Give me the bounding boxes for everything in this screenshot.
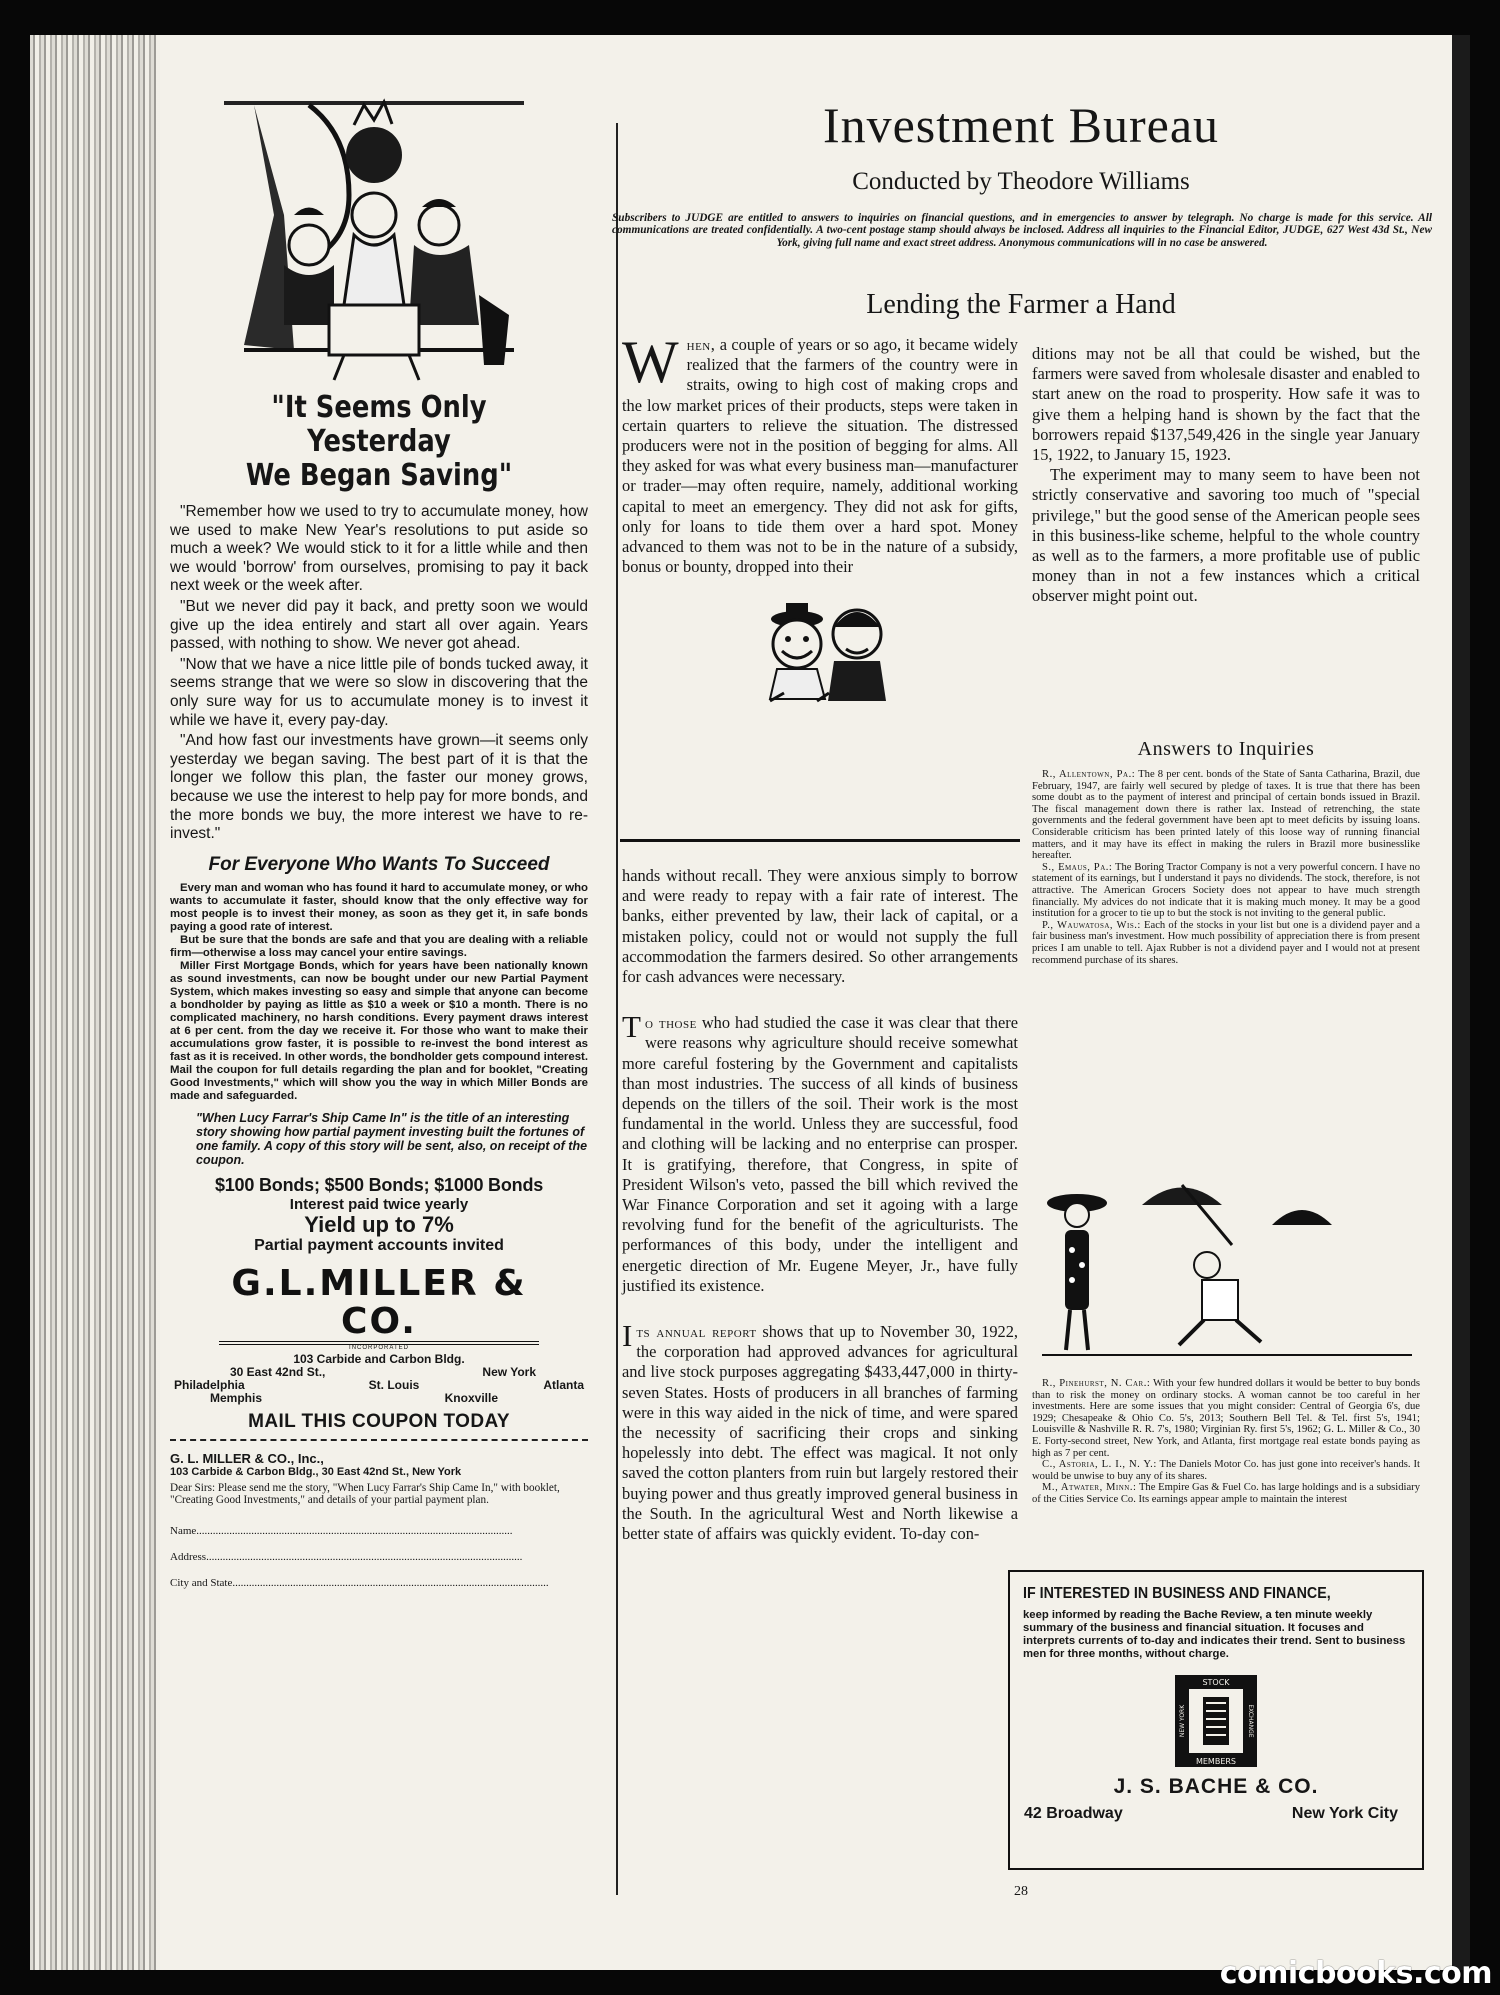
ad-paragraph: "But we never did pay it back, and pretty soon we would give up the idea entirely and start all over again. Years passed, with nothing to show. We never got ahead. [170, 597, 588, 653]
coupon-address: 103 Carbide & Carbon Bldg., 30 East 42nd St., New York [170, 1465, 462, 1478]
branch-city: Knoxville [444, 1390, 498, 1405]
ad-small-paragraph: Every man and woman who has found it hard to accumulate money, or who wants to accumulate it faster, should know that the only effective way for most people is to invest their money, as soon as they get it, in safe bonds paying a good rate of interest. [170, 881, 588, 933]
yield-rate: Yield up to 7% [304, 1211, 454, 1237]
saving-illustration [214, 95, 544, 385]
bache-text: keep informed by reading the Bache Review, a ten minute weekly summary of the business and financial situation. It focuses and interprets currents of to-day and indicates their trend. Sent to business men for three months, without charge. [1023, 1609, 1406, 1660]
section-rule [620, 839, 1020, 842]
answers-heading: Answers to Inquiries [1137, 738, 1315, 760]
ad-headline-line-2: We Began Saving" [245, 458, 513, 493]
answer-correspondent: R., Pinehurst, N. Car.: [1042, 1378, 1151, 1389]
logo-incorporated: INCORPORATED [349, 1344, 409, 1351]
article-paragraph-1-continued: hands without recall. They were anxious simply to borrow and were ready to repay with a fair rate of interest. The banks, either prevented by law, their lack of capital, or a mistaken policy, could not or would not supply the full accommodation the farmers desired. So other arrangements for cash advances were necessary. [622, 866, 1018, 987]
answer-item [1032, 1482, 1420, 1505]
drop-cap: T [622, 1009, 641, 1045]
answers-bottom [1032, 1378, 1420, 1506]
city-label: City and State [170, 1576, 233, 1589]
ad-headline-line-1: "It Seems Only Yesterday [271, 390, 487, 459]
dotted-line: ................................................................................................................... [232, 1576, 549, 1589]
bond-denominations: $100 Bonds; $500 Bonds; $1000 Bonds [214, 1174, 544, 1195]
bache-address: 42 Broadway [1024, 1805, 1123, 1822]
coupon-city-field[interactable] [170, 1577, 588, 1589]
seal-left-text: NEW YORK [1179, 1704, 1186, 1738]
answer-text: The Empire Gas & Fuel Co. has large holdings and is a subsidiary of the Cities Service Co. Its earnings appear ample to maintain the interest [1032, 1482, 1420, 1505]
lead-in: hen, [686, 335, 716, 354]
address-line: 103 Carbide and Carbon Bldg. [293, 1351, 465, 1366]
name-label: Name [170, 1524, 197, 1537]
coupon-company: G. L. MILLER & CO., Inc., [170, 1450, 324, 1466]
answer-text: With your few hundred dollars it would be better to buy bonds than to risk the money on ordinary stocks. A woman cannot be too careful in her investments. Here are some issues that you might consider: Central of Georgia 6's, due 1929; Chesapeake & Ohio Co. 5's, 2013; Southern Bell Tel. & Tel. first 5's, 1941; Louisville & Nashville R. R. 7's, 1980; Virginian Ry. first 5's, 1962; G. L. Miller & Co., 30 E. Forty-second street, New York, and Atlanta, first mortgage real estate bonds paying as high as 7 per cent. [1032, 1378, 1421, 1459]
answer-item [1032, 862, 1420, 920]
page-edges [30, 35, 160, 1970]
address-label: Address [170, 1550, 207, 1563]
page-number: 28 [1014, 1884, 1028, 1899]
ad-small-paragraph: Miller First Mortgage Bonds, which for years have been nationally known as sound investments, can now be bought under our new Partial Payment System, which makes investing so easy and simple that anyone can become a bondholder by paying as little as $10 a week or $10 a month. There is no complicated machinery, no harsh conditions. Every payment draws interest at 6 per cent. from the day we receive it. For those who want to make their accumulations grow faster, it is possible to re-invest the bond interest as fast as it is received. In other words, the bondholder gets compound interest. Mail the coupon for full details regarding the plan and for booklet, "Creating Good Investments," which will show you the way in which Miller Bonds are made and safeguarded. [170, 959, 588, 1102]
mail-coupon-heading: MAIL THIS COUPON TODAY [248, 1410, 510, 1432]
watermark: comicbooks.com [1219, 1956, 1492, 1991]
byline: Conducted by Theodore Williams [852, 168, 1190, 195]
answer-item [1032, 1459, 1420, 1482]
dotted-line: ................................................................................................................... [196, 1524, 513, 1537]
article-paragraph-3 [622, 1318, 1018, 1544]
address-street: 30 East 42nd St., [230, 1364, 326, 1379]
bache-company-name: J. S. BACHE & CO. [1113, 1775, 1319, 1798]
ad-headline [199, 391, 558, 493]
miller-advertisement [170, 95, 588, 1603]
paragraph-text: shows that up to November 30, 1922, the corporation had approved advances for agricultural and live stock purposes aggregating $433,447,000 in thirty-seven States. Hosts of producers in all branches of farming were in this way aided in the nick of time, and were spared the necessity of sacrificing their crops and sinking hopelessly into debt. The effect was magical. It not only saved the cotton planters from ruin but largely restored their buying power and thus greatly improved general business in the South. In the agricultural West and North likewise a better state of affairs was quickly evident. To-day con- [622, 1322, 1018, 1544]
lead-in: o those [644, 1013, 697, 1033]
seal-bottom-text: MEMBERS [1195, 1757, 1237, 1766]
lead-in: ts annual report [636, 1322, 757, 1342]
drop-cap: I [622, 1318, 633, 1354]
cartoon-illustration [622, 589, 1018, 704]
bache-city: New York City [1291, 1805, 1398, 1822]
address-city: New York [482, 1364, 536, 1379]
ad-small-paragraph: But be sure that the bonds are safe and that you are dealing with a reliable firm—otherwise a loss may cancel your entire savings. [170, 933, 588, 959]
ad-paragraph: "Now that we have a nice little pile of bonds tucked away, it seems strange that we were so slow in discovering that the only sure way for us to accumulate money is to invest it while we have it, every pay-day. [170, 655, 588, 729]
ad-subhead: For Everyone Who Wants To Succeed [208, 853, 550, 875]
answer-correspondent: S., Emaus, Pa.: [1042, 861, 1113, 873]
coupon-address-field[interactable] [170, 1551, 588, 1563]
column-divider [616, 123, 618, 1895]
binding-edge [1452, 35, 1470, 1970]
logo-text: G.L.MILLER & CO. [219, 1265, 539, 1345]
interest-note: Interest paid twice yearly [289, 1195, 469, 1213]
bache-advertisement [1008, 1570, 1424, 1870]
article-paragraph-1 [622, 329, 1018, 577]
partial-payment-note: Partial payment accounts invited [254, 1236, 504, 1254]
bache-heading: IF INTERESTED IN BUSINESS AND FINANCE, [1023, 1585, 1331, 1602]
article-paragraph-5: The experiment may to many seem to have been not strictly conservative and savoring too much of "special privilege," but the good sense of the American people sees in this business-like scheme, helpful to the whole country as well as to the farmers, a more profitable use of public money than in not a few instances which a critical observer might point out. [1032, 465, 1420, 606]
answer-text: The Daniels Motor Co. has just gone into receiver's hands. It would be unwise to buy any of its shares. [1032, 1459, 1420, 1482]
answer-correspondent: M., Atwater, Minn.: [1042, 1482, 1137, 1494]
coupon[interactable] [170, 1439, 588, 1589]
seal-top-text: STOCK [1202, 1678, 1230, 1687]
drop-cap: W [622, 329, 679, 395]
paragraph-text: a couple of years or so ago, it became widely realized that the farmers of the country were in straits, owing to high cost of making crops and the low market prices of their products, steps were taken in certain quarters to relieve the situation. The distressed producers were not in the position of begging for alms. All they asked for was what every business man—manufacturer or trader—may often require, namely, additional working capital to meet an emergency. They did not ask for gifts, only for loans to tide them over a hard spot. Money advanced to them was not to be in the nature of a subsidy, bonus or bounty, dropped into their [622, 335, 1018, 577]
branch-city: Atlanta [543, 1377, 584, 1392]
paragraph-text: who had studied the case it was clear that there were reasons why agriculture should receive somewhat more careful fostering by the Government and capitalists than most industries. The success of all kinds of business depends on the tillers of the soil. Their work is the most fundamental in the world. Unless they are successful, food and clothing will be lacking and no enterprise can prosper. It is gratifying, therefore, that Congress, in spite of President Wilson's veto, passed the bill which revived the War Finance Corporation and set it agoing with a large revolving fund for the benefit of the agriculturists. The performances of this body, under the intelligent and energetic direction of Mr. Eugene Meyer, Jr., have fully justified its existence. [622, 1013, 1018, 1295]
miller-logo [219, 1262, 539, 1351]
answers-top [1032, 769, 1420, 966]
ad-paragraph: "And how fast our investments have grown—it seems only yesterday we began saving. The best part of it is that the longer we follow this plan, the faster our money grows, because we use the interest to help pay for more bonds, and the more bonds we buy, the more interest we have to re-invest." [170, 732, 588, 843]
branch-city: St. Louis [368, 1377, 420, 1392]
dotted-line: ................................................................................................................... [206, 1550, 523, 1563]
ad-small-text [170, 882, 588, 1103]
coupon-name-field[interactable] [170, 1525, 588, 1537]
ad-paragraph: "Remember how we used to try to accumulate money, how we used to make New Year's resolutions to put aside so much a week? We would stick to it for a little while and then we would 'borrow' from ourselves, promising to pay it back next week or the week after. [170, 503, 588, 595]
answer-correspondent: C., Astoria, L. I., N. Y.: [1042, 1459, 1157, 1471]
bache-footer [1010, 1799, 1422, 1823]
miller-address [170, 1353, 588, 1405]
seal-right-text: EXCHANGE [1247, 1704, 1254, 1738]
story-offer-note: "When Lucy Farrar's Ship Came In" is the title of an interesting story showing how partial payment investing built the fortunes of one family. A copy of this story will be sent, also, on receipt of the coupon. [196, 1110, 588, 1167]
article-column-2 [1032, 344, 1420, 607]
article-title: Lending the Farmer a Hand [866, 289, 1176, 320]
branch-city: Memphis [210, 1390, 263, 1405]
answer-text: The 8 per cent. bonds of the State of Santa Catharina, Brazil, due February, 1947, are fairly well secured by pledge of taxes. It is true that there has been some doubt as to the payment of interest and principal of certain bonds issued in Brazil. The fiscal management down there is rather lax. Instead of retrenching, the state governments and the federal government have been apt to meet deficits by issuing loans. Considerable criticism has been printed lately of this loose way of running financial matters, and it may have its effect in making the rulers in Brazil more businesslike hereafter. [1032, 769, 1420, 862]
coupon-request-text: Dear Sirs: Please send me the story, "When Lucy Farrar's Ship Came In," with booklet, "Creating Good Investments," and details of your partial payment plan. [170, 1481, 560, 1507]
stock-exchange-seal [1173, 1673, 1259, 1769]
subscriber-notice: Subscribers to JUDGE are entitled to answers to inquiries on financial questions, and in emergencies to answer by telegraph. No charge is made for this service. All communications are treated confidentially. A two-cent postage stamp should always be inclosed. Address all inquiries to the Financial Editor, JUDGE, 627 West 43d St., New York, giving full name and exact street address. Anonymous communications will in no case be answered. [612, 212, 1432, 249]
umbrella-cartoon [1032, 1155, 1420, 1365]
answer-item [1032, 920, 1420, 966]
page-title: Investment Bureau [822, 97, 1220, 153]
branch-city: Philadelphia [174, 1377, 245, 1392]
answer-correspondent: R., Allentown, Pa.: [1042, 769, 1136, 780]
answer-item [1032, 1378, 1420, 1459]
answer-text: The Boring Tractor Company is not a very powerful concern. I have no statement of its earnings, but I understand it pays no dividends. The stock, therefore, is not attractive. The American Grocers Society does not appear to have much strength financially. My advices do not indicate that it is making much money. It may be a good institution for a grocer to tie up to but the stock is not inviting to the general public. [1032, 861, 1420, 920]
answer-correspondent: P., Wauwatosa, Wis.: [1042, 919, 1141, 931]
answer-item [1032, 769, 1420, 862]
article-column-1 [622, 329, 1018, 704]
article-paragraph-4: ditions may not be all that could be wished, but the farmers were saved from wholesale disaster and enabled to start anew on the road to prosperity. How safe it was to give them a helping hand is shown by the fact that the borrowers repaid $137,549,426 in the single year January 15, 1922, to January 15, 1923. [1032, 344, 1420, 465]
ad-body [170, 503, 588, 844]
article-column-1-continued [622, 866, 1018, 1544]
answer-text: Each of the stocks in your list but one is a dividend payer and a fair business man's investment. How much possibility of appreciation there is from present prices I am unable to tell. Ajax Rubber is not a dividend payer and I would not at present recommend purchase of its shares. [1032, 919, 1420, 966]
article-paragraph-2 [622, 1009, 1018, 1296]
